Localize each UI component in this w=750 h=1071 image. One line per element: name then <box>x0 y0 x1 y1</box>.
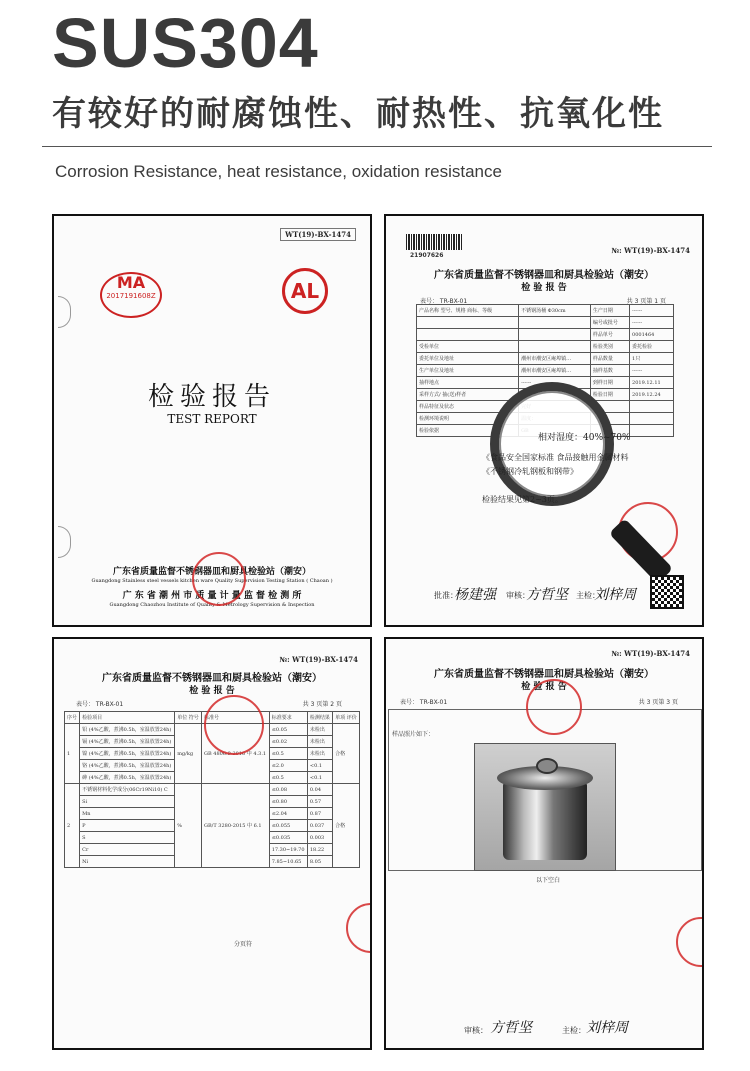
requirement: ≤0.05 <box>269 724 307 736</box>
institution-name-2: 广 东 省 潮 州 市 质 量 计 量 监 督 检 测 所 <box>122 591 302 601</box>
table-row <box>417 329 674 341</box>
table-row <box>417 317 674 329</box>
table-number: 表号： TR-BX-01 <box>400 699 448 706</box>
row-label: 受检单位 <box>417 341 519 353</box>
report-page-3-panel <box>384 637 704 1050</box>
ma-number: 2017191608Z <box>106 292 156 300</box>
row-index: 1 <box>65 724 80 784</box>
pot-knob <box>536 758 558 774</box>
element-item: Si <box>80 796 175 808</box>
result: <0.1 <box>307 760 332 772</box>
report-org-title: 广东省质量监督不锈钢器皿和厨具检验站（潮安） <box>434 669 654 680</box>
review-label: 审核： <box>506 591 530 600</box>
report-title-en: TEST REPORT <box>167 412 257 426</box>
cal-certification-stamp <box>282 268 328 314</box>
official-red-seal <box>676 917 704 967</box>
barcode-number: 21907626 <box>410 252 444 259</box>
evaluation: 合格 <box>333 724 360 784</box>
report-page-2-panel <box>52 637 372 1050</box>
column-header: 检验项目 <box>80 712 175 724</box>
test-item: 镍 (4%乙酸，煮沸0.5h，室温放置24h) <box>80 748 175 760</box>
row-value: 潮州市潮安区庵埠镇… <box>519 353 591 365</box>
row-label: 检验依据 <box>417 425 519 437</box>
tester-signature: 刘梓周 <box>586 1020 628 1036</box>
requirement: ≤2.0 <box>269 760 307 772</box>
table-row <box>417 341 674 353</box>
row-label: 样品数量 <box>590 353 629 365</box>
row-value: 委托检验 <box>630 341 674 353</box>
row-label: 委托单位及地址 <box>417 353 519 365</box>
requirement: ≤0.08 <box>269 784 307 796</box>
tester-signature: 刘梓周 <box>594 587 636 603</box>
row-label: 采样方式/ 抽(送)样者 <box>417 389 519 401</box>
institution-name-2-en: Guangdong Chaozhou Institute of Quality & Metrology Supervision & Inspection <box>109 602 315 608</box>
column-header: 单位 符号 <box>175 712 202 724</box>
row-label: 抽样地点 <box>417 377 519 389</box>
test-item: 砷 (4%乙酸，煮沸0.5h，室温放置24h) <box>80 772 175 784</box>
requirement: ≤2.04 <box>269 808 307 820</box>
row-value: 0001464 <box>630 329 674 341</box>
blank-note: 以下空白 <box>536 877 561 884</box>
ma-logo-text: MA <box>116 273 146 292</box>
row-label: 编号或批号 <box>590 317 629 329</box>
requirement: ≤0.5 <box>269 772 307 784</box>
row-label: 样品特征及状态 <box>417 401 519 413</box>
report-page-1-panel <box>384 214 704 627</box>
barcode <box>406 234 462 250</box>
column-header: 单项 评价 <box>333 712 360 724</box>
reviewer-signature: 方哲坚 <box>526 587 568 603</box>
report-number: №: WT(19)-BX-1474 <box>611 246 690 255</box>
report-org-title: 广东省质量监督不锈钢器皿和厨具检验站（潮安） <box>102 673 322 684</box>
result: 未检出 <box>307 724 332 736</box>
page-title: SUS304 <box>52 4 319 82</box>
test-item: 铬 (4%乙酸，煮沸0.5h，室温放置24h) <box>80 760 175 772</box>
product-photo <box>474 743 616 871</box>
requirement: ≤0.80 <box>269 796 307 808</box>
qr-code <box>650 575 684 609</box>
table-row <box>417 365 674 377</box>
institution-name-en: Guangdong Stainless steel vessels kitchen ware Quality Supervision Testing Station ( Chaoan ) <box>91 578 333 584</box>
official-red-seal <box>346 903 372 953</box>
element-item: 不锈钢材料化学成分(06Cr19Ni10) C <box>80 784 175 796</box>
pot-body <box>503 780 587 860</box>
photo-caption: 样品照片如下： <box>392 731 435 738</box>
row-label <box>417 317 519 329</box>
magnifier-glass <box>490 382 614 506</box>
magnified-standard-1: 《食品安全国家标准 食品接触用金属材料 <box>482 453 629 462</box>
table-row <box>417 353 674 365</box>
row-label: 生产单位及地址 <box>417 365 519 377</box>
magnified-conclusion: 检验结果见第2~3页。 <box>482 495 563 504</box>
row-value: 2019.12.24 <box>630 389 674 401</box>
row-label: 生产日期 <box>590 305 629 317</box>
cal-logo-text: AL <box>290 279 320 303</box>
report-subtitle: 检 验 报 告 <box>521 283 567 293</box>
column-header: 标准号 <box>202 712 270 724</box>
report-number: №: WT(19)-BX-1474 <box>611 649 690 658</box>
row-value: ------ <box>630 305 674 317</box>
official-red-seal <box>526 679 582 735</box>
review-label: 审核： <box>464 1026 488 1035</box>
test-item: 镉 (4%乙酸，煮沸0.5h，室温放置24h) <box>80 736 175 748</box>
table-row <box>417 305 674 317</box>
element-item: S <box>80 832 175 844</box>
standard: GB 4806.9-2016 中 4.3.1 <box>202 724 270 784</box>
row-value <box>519 317 591 329</box>
unit: % <box>175 784 202 868</box>
column-header: 标准要求 <box>269 712 307 724</box>
result: 未检出 <box>307 736 332 748</box>
official-red-seal <box>192 552 246 606</box>
row-value: 潮州市潮安区庵埠镇… <box>519 365 591 377</box>
page-info: 共 3 页第 3 页 <box>638 699 678 706</box>
result: 0.57 <box>307 796 332 808</box>
table-row <box>65 784 360 796</box>
row-label: 检测环境说明 <box>417 413 519 425</box>
requirement: ≤0.035 <box>269 832 307 844</box>
result: 8.05 <box>307 856 332 868</box>
row-label <box>417 329 519 341</box>
requirement: ≤0.055 <box>269 820 307 832</box>
report-subtitle: 检 验 报 告 <box>189 686 235 696</box>
row-label: 抽样基数 <box>590 365 629 377</box>
table-number: 表号： TR-BX-01 <box>420 298 468 305</box>
row-value <box>630 425 674 437</box>
header-divider <box>42 146 712 147</box>
requirement: ≤0.02 <box>269 736 307 748</box>
approve-label: 批准： <box>434 591 458 600</box>
approver-signature: 杨建强 <box>454 587 496 603</box>
requirement: ≤0.5 <box>269 748 307 760</box>
report-code: WT(19)-BX-1474 <box>280 228 356 241</box>
requirement: 17.30~19.70 <box>269 844 307 856</box>
magnified-standard-2: 《不锈钢冷轧钢板和钢带》 <box>482 467 578 476</box>
row-value: ------ <box>519 377 591 389</box>
page-break-note: 分页符 <box>234 941 253 948</box>
ma-certification-stamp <box>100 272 162 318</box>
row-label: 检验日期 <box>590 389 629 401</box>
standard: GB/T 3280-2015 中 6.1 <box>202 784 270 868</box>
binder-hole <box>58 526 71 558</box>
report-subtitle: 检 验 报 告 <box>521 682 567 692</box>
element-item: Cr <box>80 844 175 856</box>
row-label: 检验类别 <box>590 341 629 353</box>
row-label: 到样日期 <box>590 377 629 389</box>
row-value: ------ <box>630 317 674 329</box>
evaluation: 合格 <box>333 784 360 868</box>
report-org-title: 广东省质量监督不锈钢器皿和厨具检验站（潮安） <box>434 270 654 281</box>
page-subtitle: 有较好的耐腐蚀性、耐热性、抗氧化性 <box>52 94 664 134</box>
reviewer-signature: 方哲坚 <box>490 1020 532 1036</box>
element-item: Mn <box>80 808 175 820</box>
row-value <box>630 413 674 425</box>
magnified-humidity: 相对湿度：40%~70% <box>538 433 631 443</box>
test-item: 铅 (4%乙酸，煮沸0.5h，室温放置24h) <box>80 724 175 736</box>
unit: mg/kg <box>175 724 202 784</box>
official-red-seal <box>204 695 264 755</box>
result: 18.22 <box>307 844 332 856</box>
result: 0.87 <box>307 808 332 820</box>
column-header: 检测结果 <box>307 712 332 724</box>
result: 0.003 <box>307 832 332 844</box>
report-number: №: WT(19)-BX-1474 <box>279 655 358 664</box>
row-index: 2 <box>65 784 80 868</box>
row-value: ------ <box>630 365 674 377</box>
result: 未检出 <box>307 748 332 760</box>
element-item: P <box>80 820 175 832</box>
institution-name: 广东省质量监督不锈钢器皿和厨具检验站（潮安） <box>112 567 311 577</box>
tester-label: 主检： <box>576 591 600 600</box>
report-title: 检验报告 <box>147 382 276 412</box>
table-number: 表号： TR-BX-01 <box>76 701 124 708</box>
result: <0.1 <box>307 772 332 784</box>
row-value: 不锈钢汤桶 Φ30cm <box>519 305 591 317</box>
result: 0.037 <box>307 820 332 832</box>
row-value: 1只 <box>630 353 674 365</box>
report-cover-panel <box>52 214 372 627</box>
result: 0.04 <box>307 784 332 796</box>
row-value <box>519 329 591 341</box>
row-value <box>519 341 591 353</box>
element-item: Ni <box>80 856 175 868</box>
row-value <box>630 401 674 413</box>
english-caption: Corrosion Resistance, heat resistance, oxidation resistance <box>55 162 502 181</box>
tester-label: 主检： <box>562 1026 586 1035</box>
binder-hole <box>58 296 71 328</box>
requirement: 7.85~10.65 <box>269 856 307 868</box>
row-label: 产品名称 型号、规格 商标、等级 <box>417 305 519 317</box>
row-label: 样品单号 <box>590 329 629 341</box>
page-info: 共 3 页第 2 页 <box>302 701 342 708</box>
column-header: 序号 <box>65 712 80 724</box>
page-info: 共 3 页第 1 页 <box>626 298 666 305</box>
row-value: 2019.12.11 <box>630 377 674 389</box>
